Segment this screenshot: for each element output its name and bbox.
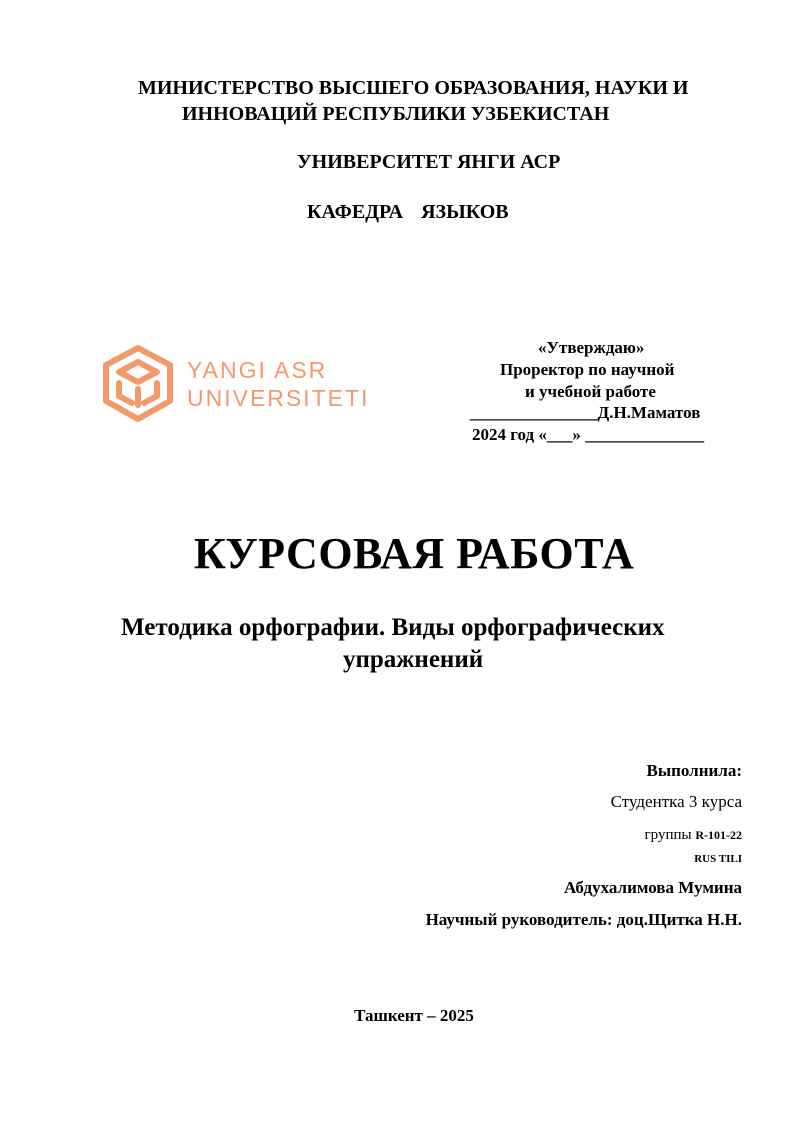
approval-line-1: «Утверждаю»: [538, 338, 645, 357]
university-logo: [99, 343, 379, 425]
topic-line-1: Методика орфографии. Виды орфографических: [121, 614, 665, 641]
city-year: Ташкент – 2025: [354, 1006, 474, 1025]
ministry-line-2: ИННОВАЦИЙ РЕСПУБЛИКИ УЗБЕКИСТАН: [182, 103, 610, 125]
approval-line-4: _______________Д.Н.Маматов: [470, 403, 701, 422]
author-label: Выполнила:: [646, 761, 742, 780]
student-course: Студентка 3 курса: [610, 792, 742, 811]
logo-wordmark: [187, 356, 369, 412]
logo-line-2: UNIVERSITETI: [187, 385, 370, 411]
approval-line-5: 2024 год «___» ______________: [472, 425, 705, 444]
cube-logo-icon: [99, 343, 177, 425]
group-label: группы: [644, 827, 692, 843]
approval-line-3: и учебной работе: [525, 382, 656, 401]
university-name: УНИВЕРСИТЕТ ЯНГИ АСР: [297, 151, 561, 173]
student-name: Абдухалимова Мумина: [564, 878, 742, 897]
logo-line-1: YANGI ASR: [187, 357, 328, 383]
supervisor: Научный руководитель: доц.Щитка Н.Н.: [425, 910, 742, 929]
ministry-line-1: МИНИСТЕРСТВО ВЫСШЕГО ОБРАЗОВАНИЯ, НАУКИ И: [138, 77, 689, 99]
study-language: RUS TILI: [694, 853, 742, 865]
department-name: КАФЕДРА ЯЗЫКОВ: [307, 201, 509, 223]
group-code: R-101-22: [695, 828, 742, 842]
student-group: [644, 827, 742, 844]
topic-line-2: упражнений: [343, 646, 484, 673]
approval-line-2: Проректор по научной: [500, 360, 675, 379]
document-title: КУРСОВАЯ РАБОТА: [193, 529, 635, 578]
